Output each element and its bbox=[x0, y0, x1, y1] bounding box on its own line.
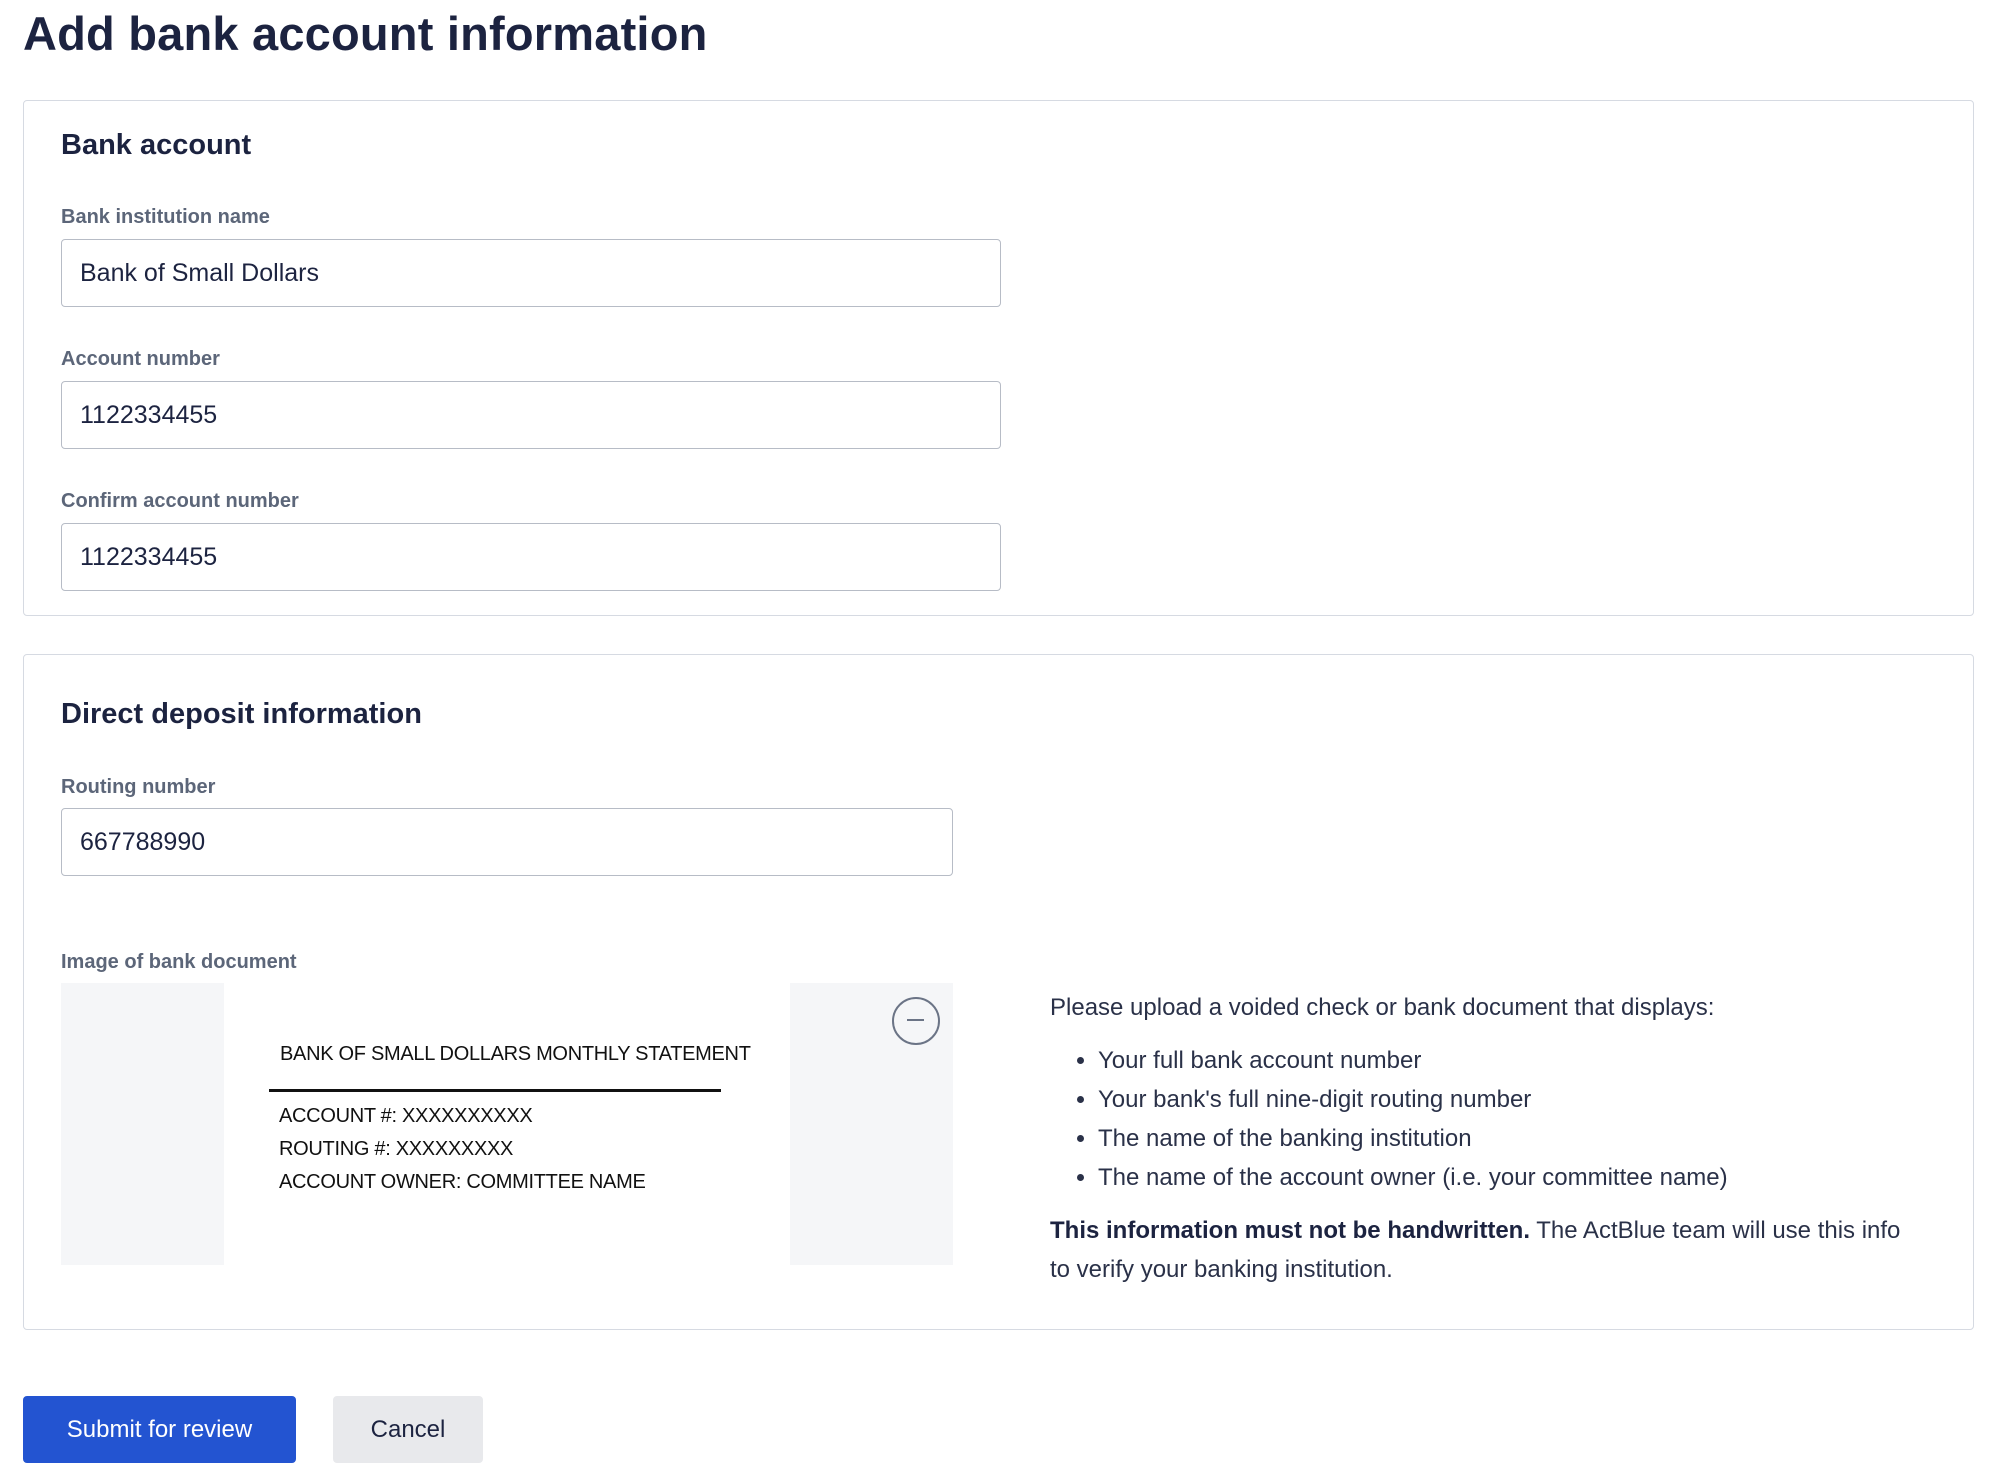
routing-number-input[interactable] bbox=[61, 808, 953, 876]
account-number-label: Account number bbox=[61, 348, 220, 370]
confirm-account-number-input[interactable] bbox=[61, 523, 1001, 591]
institution-name-input[interactable] bbox=[61, 239, 1001, 307]
remove-document-button[interactable] bbox=[892, 997, 940, 1045]
help-requirements-list bbox=[1050, 1041, 1920, 1197]
minus-circle-icon bbox=[907, 1019, 924, 1022]
document-preview-padding-right bbox=[790, 983, 953, 1265]
page-title: Add bank account information bbox=[23, 7, 708, 60]
submit-for-review-button[interactable]: Submit for review bbox=[23, 1396, 296, 1463]
confirm-account-number-label: Confirm account number bbox=[61, 490, 299, 512]
bank-account-heading: Bank account bbox=[61, 129, 252, 161]
document-heading: BANK OF SMALL DOLLARS MONTHLY STATEMENT bbox=[280, 1043, 751, 1065]
document-routing-line: ROUTING #: XXXXXXXXX bbox=[279, 1138, 514, 1160]
help-warning-bold: This information must not be handwritten. bbox=[1050, 1217, 1530, 1244]
help-warning-rest: The ActBlue team will use this info to verify your banking institution. bbox=[1050, 1217, 1901, 1283]
bank-document-preview bbox=[61, 983, 953, 1265]
direct-deposit-heading: Direct deposit information bbox=[61, 698, 422, 730]
list-item: • The name of the banking institution bbox=[1098, 1119, 1920, 1158]
bank-account-card bbox=[23, 100, 1974, 616]
document-owner-line: ACCOUNT OWNER: COMMITTEE NAME bbox=[279, 1171, 646, 1193]
direct-deposit-card bbox=[23, 654, 1974, 1330]
document-account-line: ACCOUNT #: XXXXXXXXXX bbox=[279, 1105, 533, 1127]
list-item: • Your bank's full nine-digit routing number bbox=[1098, 1080, 1920, 1119]
account-number-input[interactable] bbox=[61, 381, 1001, 449]
document-divider bbox=[269, 1089, 721, 1092]
routing-number-label: Routing number bbox=[61, 776, 216, 798]
document-help-text bbox=[1050, 988, 1920, 1289]
bank-document-label: Image of bank document bbox=[61, 951, 297, 973]
bank-document-image bbox=[224, 983, 790, 1265]
list-item: • The name of the account owner (i.e. your committee name) bbox=[1098, 1158, 1920, 1197]
help-intro: Please upload a voided check or bank document that displays: bbox=[1050, 994, 1715, 1021]
help-warning bbox=[1050, 1211, 1920, 1289]
cancel-button[interactable]: Cancel bbox=[333, 1396, 483, 1463]
institution-name-label: Bank institution name bbox=[61, 206, 270, 228]
document-preview-padding-left bbox=[61, 983, 224, 1265]
list-item: • Your full bank account number bbox=[1098, 1041, 1920, 1080]
